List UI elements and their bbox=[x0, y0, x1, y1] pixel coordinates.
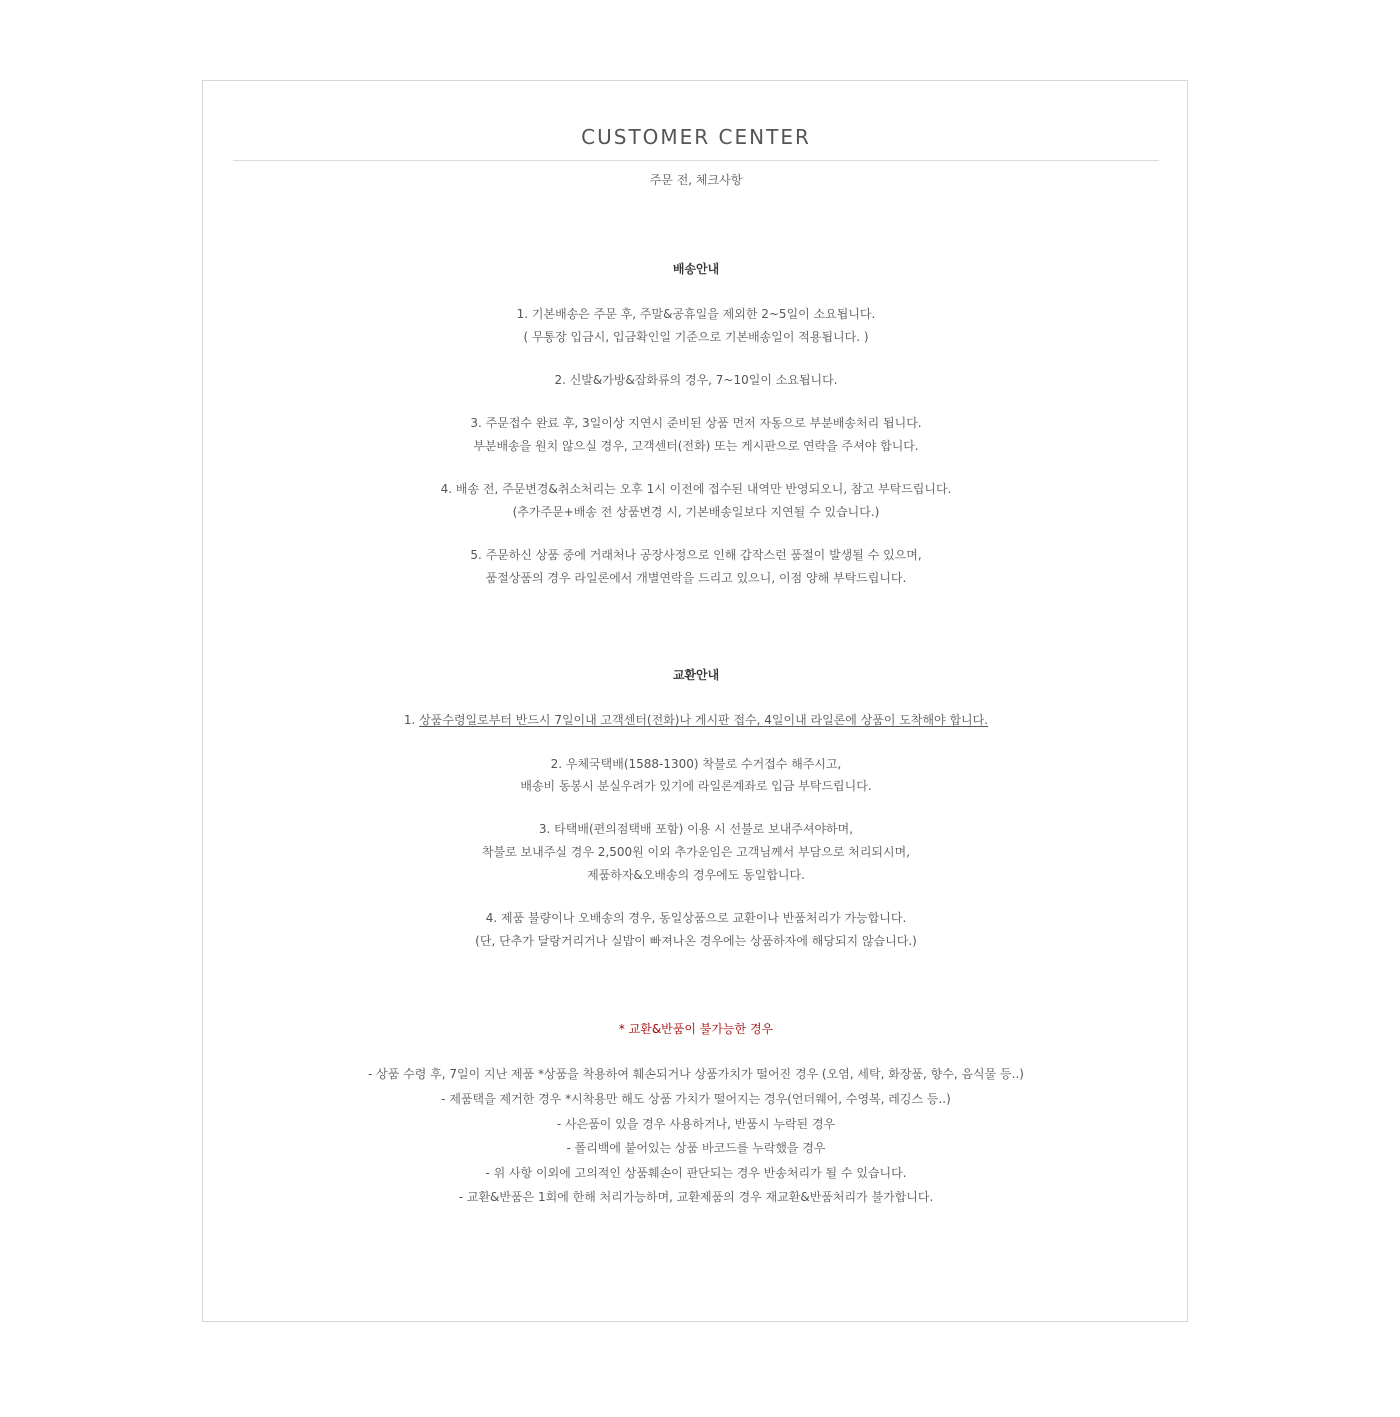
exchange-line: 배송비 동봉시 분실우려가 있기에 라일론계좌로 입금 부탁드립니다. bbox=[520, 779, 872, 793]
exchange-first-prefix: 1. bbox=[403, 713, 420, 727]
title-divider bbox=[233, 160, 1159, 161]
shipping-line: 4. 배송 전, 주문변경&취소처리는 오후 1시 이전에 접수된 내역만 반영되오니, 참고 부탁드립니다. bbox=[440, 482, 952, 496]
exchange-line: 2. 우체국택배(1588-1300) 착불로 수거접수 해주시고, bbox=[550, 757, 842, 771]
exchange-heading: 교환안내 bbox=[672, 668, 720, 682]
restriction-item: - 상품 수령 후, 7일이 지난 제품 *상품을 착용하여 훼손되거나 상품가치가 떨어진 경우 (오염, 세탁, 화장품, 향수, 음식물 등..) bbox=[368, 1067, 1024, 1081]
exchange-line: 착불로 보내주실 경우 2,500원 이외 추가운임은 고객님께서 부담으로 처리되시며, bbox=[481, 845, 911, 859]
restrictions-heading: * 교환&반품이 불가능한 경우 bbox=[618, 1022, 774, 1036]
shipping-line: 3. 주문접수 완료 후, 3일이상 지연시 준비된 상품 먼저 자동으로 부분배송처리 됩니다. bbox=[470, 416, 922, 430]
shipping-line: 2. 신발&가방&잡화류의 경우, 7~10일이 소요됩니다. bbox=[554, 373, 838, 387]
restriction-item: - 사은품이 있을 경우 사용하거나, 반품시 누락된 경우 bbox=[556, 1117, 836, 1131]
page-subtitle: 주문 전, 체크사항 bbox=[649, 173, 743, 187]
exchange-line: 3. 타택배(편의점택배 포함) 이용 시 선불로 보내주셔야하며, bbox=[538, 822, 854, 836]
shipping-line: ( 무통장 입금시, 입금확인일 기준으로 기본배송일이 적용됩니다. ) bbox=[523, 330, 869, 344]
shipping-line: 품절상품의 경우 라일론에서 개별연락을 드리고 있으니, 이점 양해 부탁드립니다. bbox=[485, 571, 907, 585]
restriction-item: - 위 사항 이외에 고의적인 상품훼손이 판단되는 경우 반송처리가 될 수 있습니다. bbox=[485, 1166, 907, 1180]
exchange-line: 4. 제품 불량이나 오배송의 경우, 동일상품으로 교환이나 반품처리가 가능합니다. bbox=[485, 911, 907, 925]
shipping-line: 1. 기본배송은 주문 후, 주말&공휴일을 제외한 2~5일이 소요됩니다. bbox=[516, 307, 876, 321]
exchange-line: 제품하자&오배송의 경우에도 동일합니다. bbox=[587, 868, 805, 882]
restriction-item: - 제품택을 제거한 경우 *시착용만 해도 상품 가치가 떨어지는 경우(언더웨어, 수영복, 레깅스 등..) bbox=[441, 1092, 951, 1106]
exchange-line: (단, 단추가 달랑거리거나 실밥이 빠져나온 경우에는 상품하자에 해당되지 않습니다.) bbox=[475, 934, 917, 948]
exchange-first-line bbox=[0, 711, 1392, 729]
page-title: CUSTOMER CENTER bbox=[581, 125, 811, 149]
exchange-first-underlined: 상품수령일로부터 반드시 7일이내 고객센터(전화)나 게시판 접수, 4일이내 라일론에 상품이 도착해야 합니다. bbox=[419, 713, 989, 727]
shipping-heading: 배송안내 bbox=[672, 262, 720, 276]
shipping-line: (추가주문+배송 전 상품변경 시, 기본배송일보다 지연될 수 있습니다.) bbox=[512, 505, 880, 519]
restriction-item: - 폴리백에 붙어있는 상품 바코드를 누락했을 경우 bbox=[566, 1141, 826, 1155]
shipping-line: 5. 주문하신 상품 중에 거래처나 공장사정으로 인해 갑작스런 품절이 발생될 수 있으며, bbox=[470, 548, 922, 562]
shipping-line: 부분배송을 원치 않으실 경우, 고객센터(전화) 또는 게시판으로 연락을 주셔야 합니다. bbox=[473, 439, 919, 453]
restriction-item: - 교환&반품은 1회에 한해 처리가능하며, 교환제품의 경우 재교환&반품처리가 불가합니다. bbox=[458, 1190, 934, 1204]
